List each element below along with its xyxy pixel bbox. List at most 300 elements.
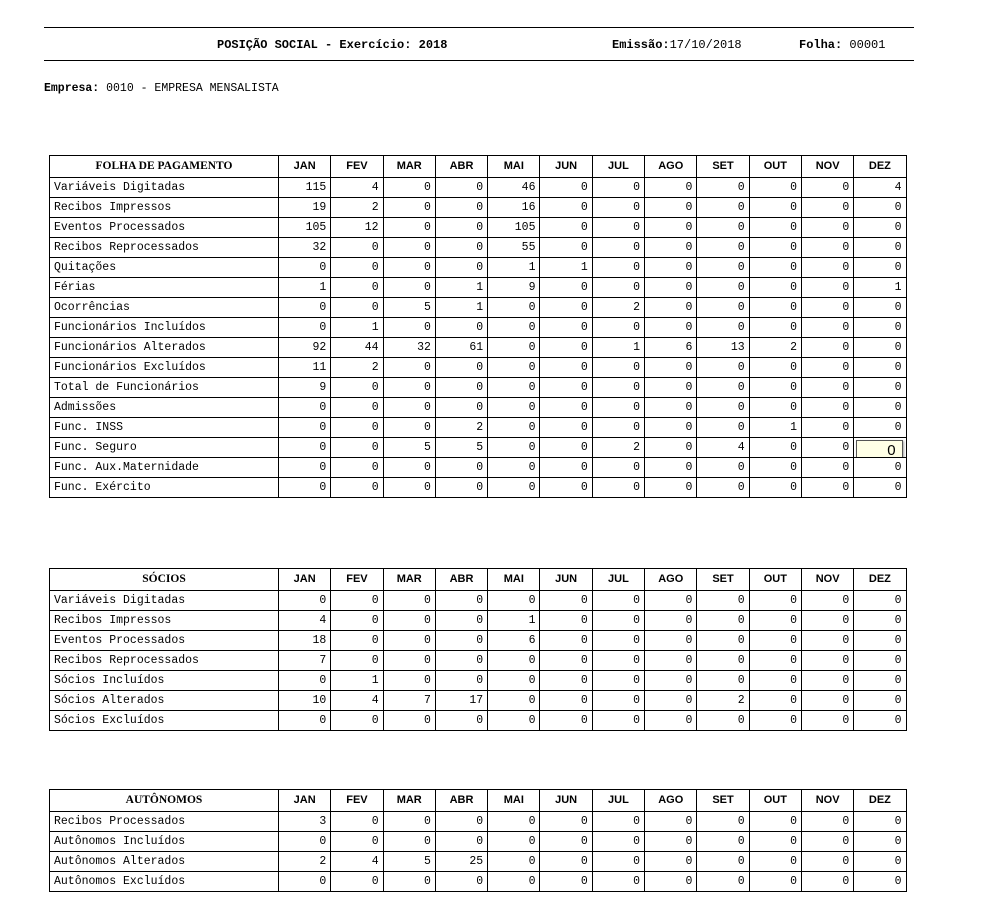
value-cell: 4 xyxy=(331,852,383,872)
value-cell: 2 xyxy=(279,852,331,872)
value-cell: 0 xyxy=(331,711,383,731)
header-rule-bottom xyxy=(44,60,914,61)
value-cell: 0 xyxy=(697,298,749,318)
value-cell: 0 xyxy=(697,651,749,671)
value-cell: 0 xyxy=(749,398,801,418)
value-cell: 0 xyxy=(801,832,853,852)
value-cell: 0 xyxy=(801,872,853,892)
value-cell: 0 xyxy=(854,631,906,651)
value-cell: 0 xyxy=(592,691,644,711)
value-cell: 0 xyxy=(383,258,435,278)
value-cell: 0 xyxy=(645,238,697,258)
value-cell: 0 xyxy=(801,711,853,731)
value-cell: 1 xyxy=(435,298,487,318)
value-cell: 0 xyxy=(331,298,383,318)
table-row xyxy=(50,651,907,671)
value-cell: 0 xyxy=(749,278,801,298)
value-cell: 0 xyxy=(279,711,331,731)
section-title: AUTÔNOMOS xyxy=(50,790,279,812)
value-cell: 0 xyxy=(435,198,487,218)
value-cell: 0 xyxy=(749,872,801,892)
row-label: Func. Aux.Maternidade xyxy=(50,458,279,478)
value-cell: 0 xyxy=(697,872,749,892)
value-cell: 0 xyxy=(488,591,540,611)
value-cell: 0 xyxy=(488,318,540,338)
value-cell: 1 xyxy=(435,278,487,298)
value-cell: 0 xyxy=(592,812,644,832)
value-cell: 0 xyxy=(383,198,435,218)
row-label: Sócios Incluídos xyxy=(50,671,279,691)
value-cell: 0 xyxy=(383,711,435,731)
table-row xyxy=(50,631,907,651)
value-cell: 105 xyxy=(279,218,331,238)
value-cell: 0 xyxy=(801,398,853,418)
value-cell: 0 xyxy=(645,278,697,298)
value-cell: 0 xyxy=(435,318,487,338)
value-cell: 0 xyxy=(383,178,435,198)
value-cell: 0 xyxy=(279,458,331,478)
value-cell: 0 xyxy=(331,872,383,892)
value-cell: 0 xyxy=(697,378,749,398)
value-cell: 0 xyxy=(488,398,540,418)
value-cell: 0 xyxy=(540,278,592,298)
value-cell: 32 xyxy=(383,338,435,358)
table-row xyxy=(50,438,907,458)
row-label: Variáveis Digitadas xyxy=(50,178,279,198)
emission-value: 17/10/2018 xyxy=(669,38,742,52)
row-label: Func. Exército xyxy=(50,478,279,498)
value-cell: 0 xyxy=(592,852,644,872)
value-cell: 0 xyxy=(645,258,697,278)
value-cell: 0 xyxy=(645,691,697,711)
value-cell: 0 xyxy=(383,318,435,338)
value-cell: 0 xyxy=(592,418,644,438)
table-row xyxy=(50,378,907,398)
value-cell: 0 xyxy=(697,591,749,611)
value-cell: 0 xyxy=(749,318,801,338)
partners-table xyxy=(49,568,907,731)
value-cell: 0 xyxy=(645,671,697,691)
value-cell: 0 xyxy=(697,458,749,478)
value-cell: 0 xyxy=(435,671,487,691)
value-cell: 0 xyxy=(435,651,487,671)
value-cell: 0 xyxy=(854,651,906,671)
month-header-abr: ABR xyxy=(435,790,487,812)
value-cell: 0 xyxy=(592,651,644,671)
value-cell: 16 xyxy=(488,198,540,218)
value-cell: 92 xyxy=(279,338,331,358)
value-cell: 0 xyxy=(383,611,435,631)
value-cell: 0 xyxy=(383,458,435,478)
month-header-mar: MAR xyxy=(383,156,435,178)
value-cell: 0 xyxy=(697,812,749,832)
value-cell: 0 xyxy=(697,238,749,258)
value-cell: 0 xyxy=(331,651,383,671)
value-cell: 0 xyxy=(697,631,749,651)
table-row xyxy=(50,671,907,691)
value-cell: 0 xyxy=(854,338,906,358)
value-cell: 55 xyxy=(488,238,540,258)
value-cell: 0 xyxy=(488,852,540,872)
value-cell: 0 xyxy=(592,611,644,631)
value-cell: 0 xyxy=(801,358,853,378)
value-cell: 0 xyxy=(645,218,697,238)
value-cell: 0 xyxy=(435,358,487,378)
value-cell: 0 xyxy=(592,358,644,378)
month-header-jun: JUN xyxy=(540,569,592,591)
value-cell: 0 xyxy=(697,832,749,852)
month-header-jun: JUN xyxy=(540,790,592,812)
month-header-set: SET xyxy=(697,156,749,178)
value-cell: 1 xyxy=(331,671,383,691)
row-label: Eventos Processados xyxy=(50,631,279,651)
value-cell: 0 xyxy=(540,872,592,892)
value-cell: 4 xyxy=(331,178,383,198)
value-cell: 0 xyxy=(801,631,853,651)
value-cell: 9 xyxy=(488,278,540,298)
value-cell: 0 xyxy=(435,238,487,258)
value-cell: 0 xyxy=(854,458,906,478)
value-cell: 0 xyxy=(383,832,435,852)
section-title: SÓCIOS xyxy=(50,569,279,591)
value-cell: 0 xyxy=(801,458,853,478)
value-cell: 0 xyxy=(592,398,644,418)
cell-editor[interactable]: 0 xyxy=(856,440,902,458)
row-label: Autônomos Excluídos xyxy=(50,872,279,892)
table-header-row xyxy=(50,790,907,812)
value-cell: 0 xyxy=(592,198,644,218)
value-cell: 0 xyxy=(749,358,801,378)
month-header-dez: DEZ xyxy=(854,790,906,812)
value-cell: 0 xyxy=(279,258,331,278)
value-cell: 0 xyxy=(331,258,383,278)
value-cell: 0 xyxy=(435,872,487,892)
row-label: Sócios Alterados xyxy=(50,691,279,711)
month-header-fev: FEV xyxy=(331,790,383,812)
month-header-jul: JUL xyxy=(592,790,644,812)
value-cell: 0 xyxy=(801,198,853,218)
value-cell: 0 xyxy=(331,458,383,478)
value-cell: 0 xyxy=(540,611,592,631)
table-row xyxy=(50,298,907,318)
month-header-jun: JUN xyxy=(540,156,592,178)
table-row xyxy=(50,338,907,358)
value-cell: 0 xyxy=(645,631,697,651)
value-cell: 0 xyxy=(540,651,592,671)
month-header-nov: NOV xyxy=(801,156,853,178)
month-header-fev: FEV xyxy=(331,156,383,178)
row-label: Recibos Reprocessados xyxy=(50,238,279,258)
month-header-out: OUT xyxy=(749,156,801,178)
value-cell: 0 xyxy=(697,418,749,438)
month-header-out: OUT xyxy=(749,790,801,812)
value-cell: 0 xyxy=(592,378,644,398)
value-cell: 6 xyxy=(488,631,540,651)
row-label: Ocorrências xyxy=(50,298,279,318)
value-cell: 0 xyxy=(331,438,383,458)
value-cell: 0 xyxy=(697,478,749,498)
value-cell: 2 xyxy=(331,358,383,378)
value-cell: 0 xyxy=(331,478,383,498)
value-cell: 0 xyxy=(383,378,435,398)
value-cell: 0 xyxy=(645,398,697,418)
value-cell: 0 xyxy=(331,611,383,631)
value-cell: 1 xyxy=(488,258,540,278)
value-cell: 0 xyxy=(592,478,644,498)
value-cell: 0 xyxy=(801,338,853,358)
value-cell: 2 xyxy=(435,418,487,438)
value-cell: 2 xyxy=(592,298,644,318)
value-cell: 0 xyxy=(854,691,906,711)
value-cell: 0 xyxy=(488,872,540,892)
value-cell: 0 xyxy=(697,852,749,872)
value-cell: 0 xyxy=(645,438,697,458)
value-cell: 5 xyxy=(383,852,435,872)
value-cell: 0 xyxy=(488,691,540,711)
value-cell: 0 xyxy=(697,358,749,378)
value-cell: 0 xyxy=(697,711,749,731)
value-cell: 0 xyxy=(645,711,697,731)
value-cell: 0 xyxy=(801,438,853,458)
value-cell: 0 xyxy=(540,631,592,651)
company-value: 0010 - EMPRESA MENSALISTA xyxy=(106,82,279,95)
value-cell: 4 xyxy=(697,438,749,458)
table-row xyxy=(50,178,907,198)
value-cell: 0 xyxy=(488,418,540,438)
value-cell: 0 xyxy=(592,458,644,478)
active-cell[interactable] xyxy=(854,438,906,458)
sheet-value: 00001 xyxy=(849,38,886,52)
value-cell: 0 xyxy=(383,591,435,611)
value-cell: 0 xyxy=(854,418,906,438)
value-cell: 0 xyxy=(383,631,435,651)
value-cell: 0 xyxy=(592,218,644,238)
value-cell: 44 xyxy=(331,338,383,358)
value-cell: 4 xyxy=(854,178,906,198)
value-cell: 0 xyxy=(854,872,906,892)
value-cell: 0 xyxy=(488,458,540,478)
value-cell: 0 xyxy=(540,591,592,611)
value-cell: 46 xyxy=(488,178,540,198)
value-cell: 0 xyxy=(854,711,906,731)
value-cell: 0 xyxy=(540,198,592,218)
value-cell: 0 xyxy=(435,591,487,611)
value-cell: 0 xyxy=(488,478,540,498)
month-header-jul: JUL xyxy=(592,156,644,178)
value-cell: 0 xyxy=(279,832,331,852)
value-cell: 1 xyxy=(331,318,383,338)
table-row xyxy=(50,611,907,631)
table-row xyxy=(50,872,907,892)
table-row xyxy=(50,318,907,338)
value-cell: 0 xyxy=(435,832,487,852)
row-label: Autônomos Incluídos xyxy=(50,832,279,852)
payroll-table xyxy=(49,155,907,498)
value-cell: 0 xyxy=(435,478,487,498)
value-cell: 0 xyxy=(331,238,383,258)
value-cell: 0 xyxy=(383,238,435,258)
value-cell: 0 xyxy=(749,591,801,611)
value-cell: 1 xyxy=(749,418,801,438)
value-cell: 0 xyxy=(854,318,906,338)
value-cell: 5 xyxy=(435,438,487,458)
value-cell: 0 xyxy=(540,671,592,691)
month-header-set: SET xyxy=(697,790,749,812)
value-cell: 0 xyxy=(383,812,435,832)
value-cell: 0 xyxy=(749,238,801,258)
row-label: Eventos Processados xyxy=(50,218,279,238)
row-label: Quitações xyxy=(50,258,279,278)
value-cell: 0 xyxy=(697,258,749,278)
value-cell: 0 xyxy=(749,258,801,278)
value-cell: 0 xyxy=(592,178,644,198)
value-cell: 0 xyxy=(331,591,383,611)
value-cell: 0 xyxy=(592,832,644,852)
row-label: Func. INSS xyxy=(50,418,279,438)
month-header-mai: MAI xyxy=(488,569,540,591)
table-row xyxy=(50,852,907,872)
value-cell: 7 xyxy=(383,691,435,711)
value-cell: 0 xyxy=(540,358,592,378)
value-cell: 0 xyxy=(488,671,540,691)
value-cell: 61 xyxy=(435,338,487,358)
row-label: Admissões xyxy=(50,398,279,418)
value-cell: 0 xyxy=(540,318,592,338)
value-cell: 0 xyxy=(435,258,487,278)
value-cell: 0 xyxy=(749,458,801,478)
value-cell: 11 xyxy=(279,358,331,378)
value-cell: 115 xyxy=(279,178,331,198)
table-row xyxy=(50,711,907,731)
value-cell: 6 xyxy=(645,338,697,358)
value-cell: 2 xyxy=(592,438,644,458)
value-cell: 0 xyxy=(279,298,331,318)
value-cell: 0 xyxy=(540,711,592,731)
value-cell: 0 xyxy=(854,611,906,631)
row-label: Funcionários Incluídos xyxy=(50,318,279,338)
value-cell: 0 xyxy=(540,378,592,398)
value-cell: 0 xyxy=(383,671,435,691)
emission-date xyxy=(612,38,742,52)
value-cell: 0 xyxy=(697,611,749,631)
value-cell: 0 xyxy=(645,378,697,398)
value-cell: 0 xyxy=(645,298,697,318)
value-cell: 0 xyxy=(279,591,331,611)
sheet-number xyxy=(799,38,885,52)
value-cell: 0 xyxy=(749,298,801,318)
value-cell: 0 xyxy=(801,258,853,278)
row-label: Variáveis Digitadas xyxy=(50,591,279,611)
value-cell: 0 xyxy=(749,651,801,671)
value-cell: 0 xyxy=(697,318,749,338)
value-cell: 0 xyxy=(592,278,644,298)
value-cell: 0 xyxy=(854,298,906,318)
value-cell: 2 xyxy=(331,198,383,218)
month-header-nov: NOV xyxy=(801,790,853,812)
value-cell: 0 xyxy=(435,458,487,478)
value-cell: 0 xyxy=(488,358,540,378)
value-cell: 0 xyxy=(645,872,697,892)
value-cell: 0 xyxy=(592,238,644,258)
value-cell: 0 xyxy=(854,812,906,832)
table-row xyxy=(50,238,907,258)
value-cell: 0 xyxy=(540,398,592,418)
value-cell: 0 xyxy=(540,458,592,478)
month-header-mar: MAR xyxy=(383,790,435,812)
value-cell: 0 xyxy=(592,711,644,731)
month-header-fev: FEV xyxy=(331,569,383,591)
value-cell: 0 xyxy=(540,218,592,238)
emission-label: Emissão: xyxy=(612,38,670,52)
value-cell: 0 xyxy=(383,651,435,671)
value-cell: 0 xyxy=(697,278,749,298)
value-cell: 0 xyxy=(331,832,383,852)
value-cell: 0 xyxy=(801,852,853,872)
value-cell: 0 xyxy=(801,691,853,711)
month-header-ago: AGO xyxy=(645,569,697,591)
report-title: POSIÇÃO SOCIAL - Exercício: 2018 xyxy=(217,38,448,52)
value-cell: 0 xyxy=(749,218,801,238)
value-cell: 0 xyxy=(435,812,487,832)
value-cell: 1 xyxy=(279,278,331,298)
value-cell: 0 xyxy=(331,631,383,651)
value-cell: 0 xyxy=(749,691,801,711)
table-row xyxy=(50,832,907,852)
value-cell: 0 xyxy=(854,358,906,378)
value-cell: 0 xyxy=(697,198,749,218)
value-cell: 0 xyxy=(645,611,697,631)
value-cell: 0 xyxy=(645,178,697,198)
value-cell: 0 xyxy=(435,178,487,198)
table-row xyxy=(50,458,907,478)
value-cell: 105 xyxy=(488,218,540,238)
value-cell: 0 xyxy=(854,238,906,258)
value-cell: 0 xyxy=(645,852,697,872)
month-header-jan: JAN xyxy=(279,569,331,591)
value-cell: 0 xyxy=(854,671,906,691)
value-cell: 0 xyxy=(488,438,540,458)
value-cell: 0 xyxy=(697,398,749,418)
value-cell: 0 xyxy=(435,218,487,238)
value-cell: 0 xyxy=(279,318,331,338)
value-cell: 0 xyxy=(540,338,592,358)
value-cell: 0 xyxy=(749,378,801,398)
value-cell: 13 xyxy=(697,338,749,358)
row-label: Autônomos Alterados xyxy=(50,852,279,872)
value-cell: 0 xyxy=(279,478,331,498)
value-cell: 2 xyxy=(697,691,749,711)
value-cell: 0 xyxy=(645,832,697,852)
value-cell: 1 xyxy=(854,278,906,298)
value-cell: 0 xyxy=(645,358,697,378)
value-cell: 0 xyxy=(540,852,592,872)
value-cell: 0 xyxy=(331,398,383,418)
month-header-jan: JAN xyxy=(279,790,331,812)
value-cell: 0 xyxy=(645,318,697,338)
value-cell: 0 xyxy=(749,711,801,731)
value-cell: 0 xyxy=(540,418,592,438)
month-header-dez: DEZ xyxy=(854,569,906,591)
table-row xyxy=(50,358,907,378)
value-cell: 0 xyxy=(540,178,592,198)
value-cell: 0 xyxy=(592,318,644,338)
value-cell: 1 xyxy=(540,258,592,278)
month-header-nov: NOV xyxy=(801,569,853,591)
value-cell: 19 xyxy=(279,198,331,218)
value-cell: 18 xyxy=(279,631,331,651)
value-cell: 5 xyxy=(383,438,435,458)
value-cell: 0 xyxy=(592,671,644,691)
